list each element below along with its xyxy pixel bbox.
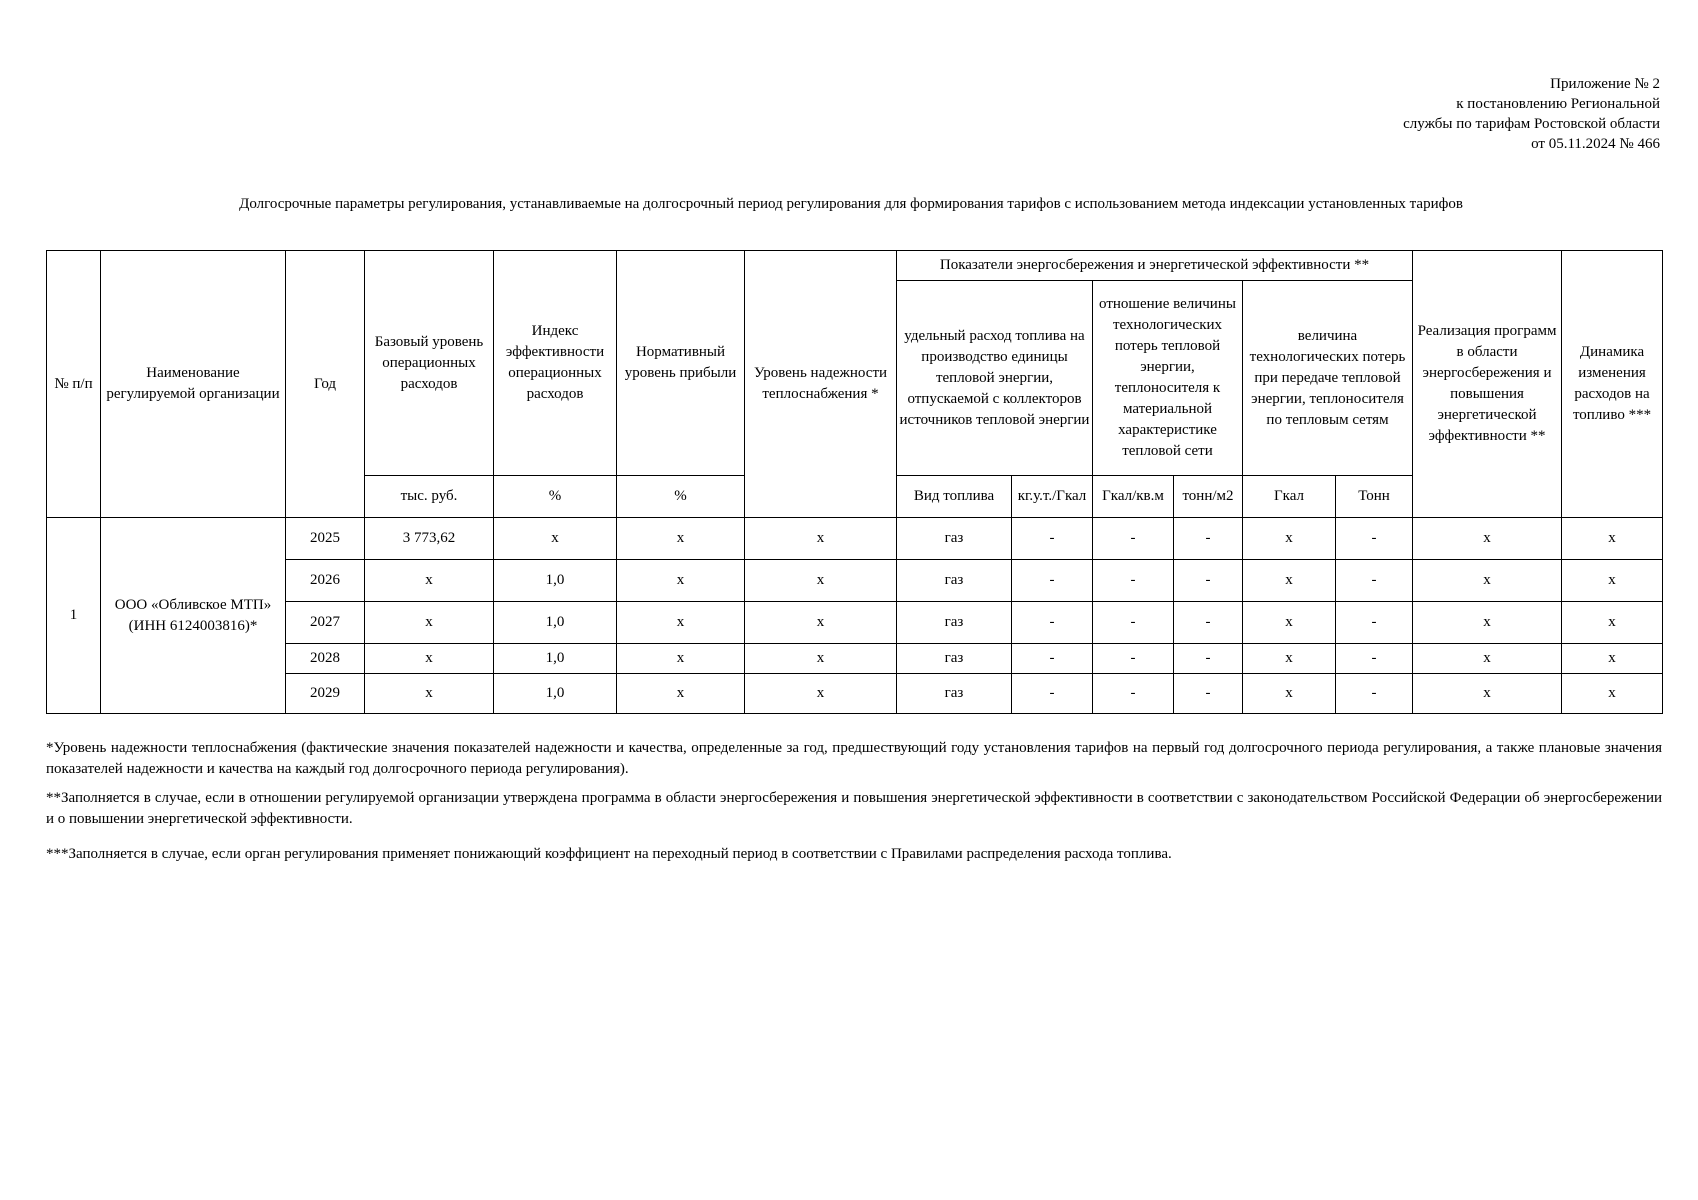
- table-row: [47, 602, 1663, 644]
- table-row: [47, 644, 1663, 674]
- row-number: 1: [47, 518, 101, 714]
- appendix-number: Приложение № 2: [1550, 76, 1660, 92]
- cell-year: 2025: [286, 518, 365, 560]
- appendix-authority-line: службы по тарифам Ростовской области: [1403, 116, 1660, 132]
- cell-programs: x: [1413, 602, 1562, 644]
- footnote-energy-program: **Заполняется в случае, если в отношении регулируемой организации утверждена программа в области энергосбережения и повышения энергетической эффективности в соответствии с законодательством Российской Федерации об энергосбережении и о повышении энергетической эффективности.: [46, 790, 1662, 827]
- cell-base: 3 773,62: [365, 518, 494, 560]
- document-title: Долгосрочные параметры регулирования, устанавливаемые на долгосрочный период регулирования для формирования тарифов с использованием метода индексации установленных тарифов: [239, 196, 1463, 212]
- header-programs: Реализация программ в области энергосбережения и повышения энергетической эффективности **: [1413, 251, 1562, 518]
- header-energy-group: Показатели энергосбережения и энергетической эффективности **: [897, 251, 1413, 281]
- appendix-date-line: от 05.11.2024 № 466: [1531, 136, 1660, 152]
- cell-ratio-ton: -: [1174, 674, 1243, 714]
- table-row: [47, 518, 1663, 560]
- cell-dynamics: x: [1562, 518, 1663, 560]
- header-organization: Наименование регулируемой организации: [101, 251, 286, 518]
- cell-reliability: x: [745, 644, 897, 674]
- cell-base: x: [365, 602, 494, 644]
- cell-loss-ton: -: [1336, 560, 1413, 602]
- cell-year: 2027: [286, 602, 365, 644]
- cell-dynamics: x: [1562, 602, 1663, 644]
- appendix-ref-line: к постановлению Региональной: [1456, 96, 1660, 112]
- unit-fuel-rate: кг.у.т./Гкал: [1012, 476, 1093, 518]
- cell-base: x: [365, 674, 494, 714]
- organization-name: ООО «Обливское МТП» (ИНН 6124003816)*: [101, 518, 286, 714]
- cell-index: 1,0: [494, 644, 617, 674]
- cell-profit: x: [617, 560, 745, 602]
- unit-index: %: [494, 476, 617, 518]
- cell-reliability: x: [745, 560, 897, 602]
- cell-fuel-type: газ: [897, 674, 1012, 714]
- cell-ratio-ton: -: [1174, 518, 1243, 560]
- cell-ratio-gcal: -: [1093, 674, 1174, 714]
- cell-year: 2026: [286, 560, 365, 602]
- cell-loss-gcal: x: [1243, 560, 1336, 602]
- cell-fuel-rate: -: [1012, 560, 1093, 602]
- unit-loss-gcal: Гкал: [1243, 476, 1336, 518]
- footnote-reliability: *Уровень надежности теплоснабжения (фактические значения показателей надежности и качества, определенные за год, предшествующий году установления тарифов на первый год долгосрочного периода регулирования, а также плановые значения показателей надежности и качества на каждый год долгосрочного периода регулирования).: [46, 740, 1662, 777]
- header-fuel-dynamics: Динамика изменения расходов на топливо ***: [1562, 251, 1663, 518]
- cell-programs: x: [1413, 644, 1562, 674]
- unit-base: тыс. руб.: [365, 476, 494, 518]
- cell-profit: x: [617, 518, 745, 560]
- cell-loss-ton: -: [1336, 602, 1413, 644]
- cell-fuel-rate: -: [1012, 602, 1093, 644]
- header-num: № п/п: [47, 251, 101, 518]
- cell-base: x: [365, 560, 494, 602]
- cell-fuel-type: газ: [897, 644, 1012, 674]
- cell-reliability: x: [745, 602, 897, 644]
- cell-dynamics: x: [1562, 560, 1663, 602]
- cell-fuel-rate: -: [1012, 674, 1093, 714]
- cell-reliability: x: [745, 518, 897, 560]
- cell-profit: x: [617, 674, 745, 714]
- cell-ratio-gcal: -: [1093, 644, 1174, 674]
- cell-index: 1,0: [494, 674, 617, 714]
- cell-index: x: [494, 518, 617, 560]
- parameters-table: [46, 250, 1663, 714]
- cell-profit: x: [617, 602, 745, 644]
- cell-year: 2028: [286, 644, 365, 674]
- cell-loss-ton: -: [1336, 644, 1413, 674]
- header-fuel-consumption: удельный расход топлива на производство единицы тепловой энергии, отпускаемой с коллекторов источников тепловой энергии: [897, 281, 1093, 476]
- cell-ratio-ton: -: [1174, 602, 1243, 644]
- cell-fuel-type: газ: [897, 518, 1012, 560]
- cell-programs: x: [1413, 560, 1562, 602]
- cell-loss-gcal: x: [1243, 644, 1336, 674]
- cell-fuel-rate: -: [1012, 518, 1093, 560]
- cell-ratio-gcal: -: [1093, 560, 1174, 602]
- cell-loss-gcal: x: [1243, 602, 1336, 644]
- cell-index: 1,0: [494, 560, 617, 602]
- cell-programs: x: [1413, 518, 1562, 560]
- cell-ratio-ton: -: [1174, 560, 1243, 602]
- cell-dynamics: x: [1562, 644, 1663, 674]
- cell-base: x: [365, 644, 494, 674]
- header-profit-level: Нормативный уровень прибыли: [617, 251, 745, 476]
- cell-ratio-ton: -: [1174, 644, 1243, 674]
- cell-loss-gcal: x: [1243, 518, 1336, 560]
- table-row: [47, 560, 1663, 602]
- table-row: [47, 674, 1663, 714]
- header-efficiency-index: Индекс эффективности операционных расходов: [494, 251, 617, 476]
- cell-ratio-gcal: -: [1093, 518, 1174, 560]
- header-base-opex: Базовый уровень операционных расходов: [365, 251, 494, 476]
- cell-ratio-gcal: -: [1093, 602, 1174, 644]
- header-reliability: Уровень надежности теплоснабжения *: [745, 251, 897, 518]
- unit-profit: %: [617, 476, 745, 518]
- cell-year: 2029: [286, 674, 365, 714]
- cell-fuel-type: газ: [897, 560, 1012, 602]
- cell-index: 1,0: [494, 602, 617, 644]
- header-transmission-losses: величина технологических потерь при передаче тепловой энергии, теплоносителя по тепловым сетям: [1243, 281, 1413, 476]
- unit-loss-ton: Тонн: [1336, 476, 1413, 518]
- cell-programs: x: [1413, 674, 1562, 714]
- cell-reliability: x: [745, 674, 897, 714]
- cell-profit: x: [617, 644, 745, 674]
- footnotes: [46, 738, 1662, 873]
- appendix-header: [1403, 74, 1660, 154]
- unit-ratio-ton: тонн/м2: [1174, 476, 1243, 518]
- header-year: Год: [286, 251, 365, 518]
- cell-fuel-rate: -: [1012, 644, 1093, 674]
- cell-loss-ton: -: [1336, 518, 1413, 560]
- footnote-fuel-coefficient: ***Заполняется в случае, если орган регулирования применяет понижающий коэффициент на переходный период в соответствии с Правилами распределения расхода топлива.: [46, 846, 1172, 862]
- header-loss-ratio: отношение величины технологических потерь тепловой энергии, теплоносителя к материальной характеристике тепловой сети: [1093, 281, 1243, 476]
- cell-loss-gcal: x: [1243, 674, 1336, 714]
- unit-ratio-gcal: Гкал/кв.м: [1093, 476, 1174, 518]
- unit-fuel-type: Вид топлива: [897, 476, 1012, 518]
- cell-dynamics: x: [1562, 674, 1663, 714]
- cell-fuel-type: газ: [897, 602, 1012, 644]
- cell-loss-ton: -: [1336, 674, 1413, 714]
